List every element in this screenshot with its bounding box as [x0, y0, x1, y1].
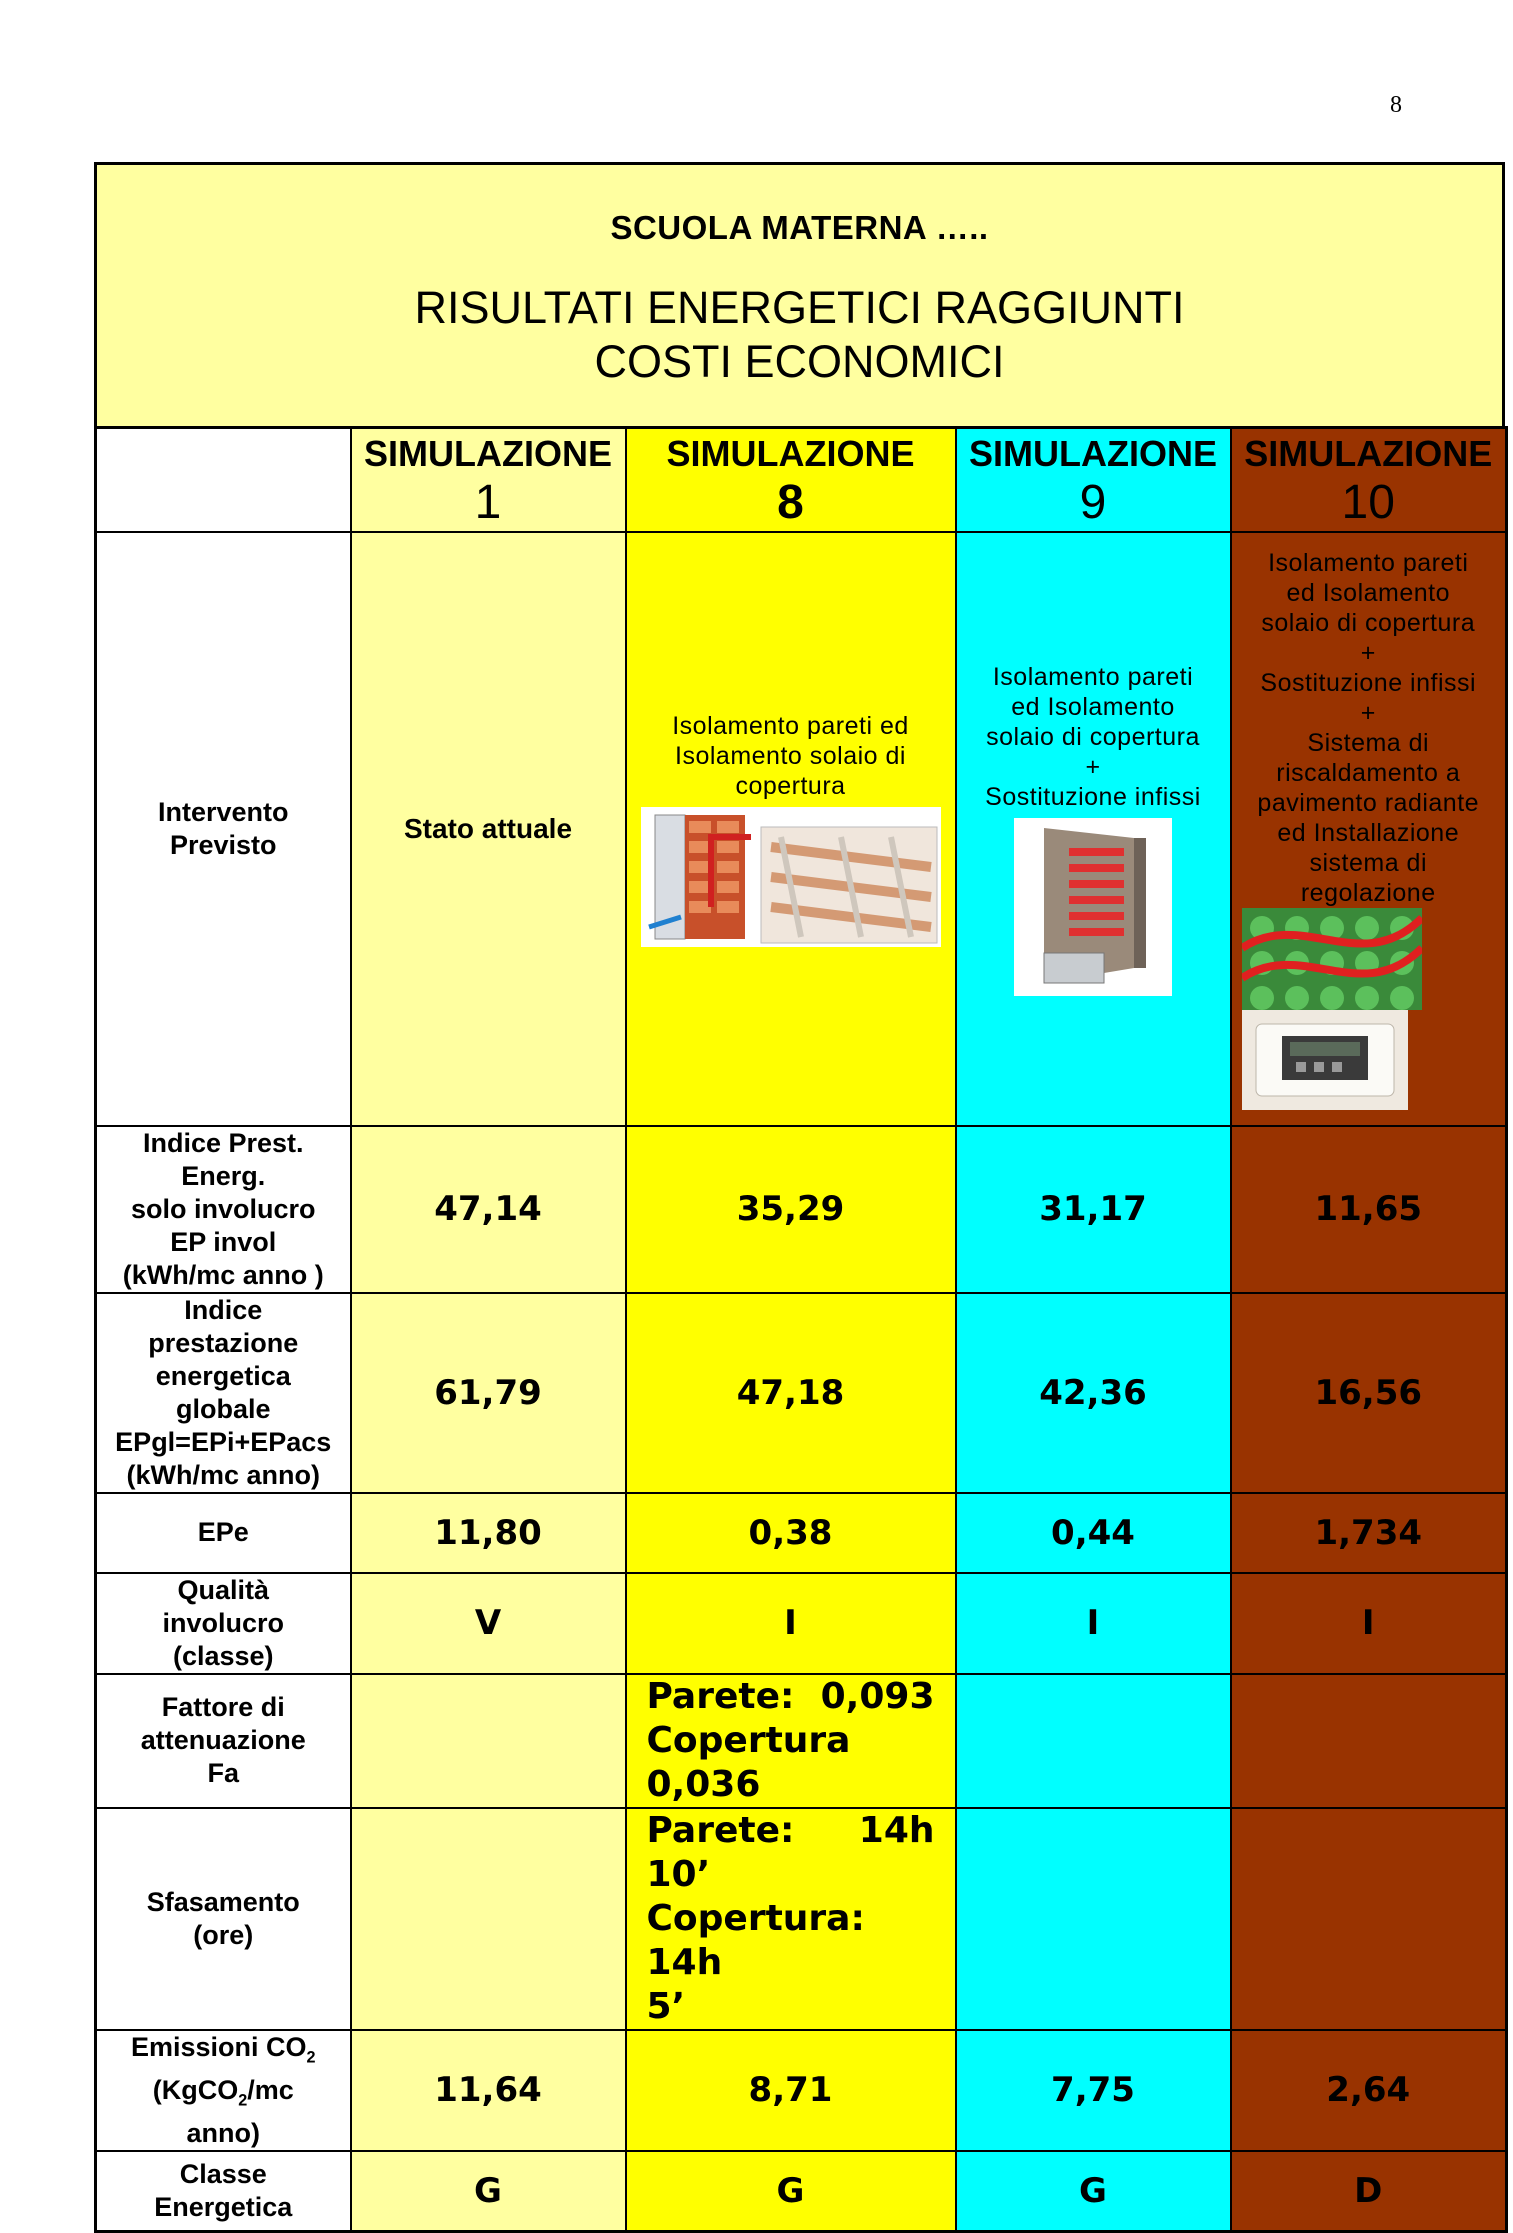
- qualita-sim8: I: [626, 1573, 956, 1674]
- epe-label: EPe: [96, 1493, 351, 1573]
- radiant-floor-image: [1242, 908, 1422, 1010]
- fattore-sim1: [351, 1674, 626, 1808]
- sim-header-1: SIMULAZIONE 1: [351, 428, 626, 532]
- qualita-sim10: I: [1231, 1573, 1507, 1674]
- emissioni-label: Emissioni $CO_2$ (KgCO$_2$/mc anno): [96, 2030, 351, 2152]
- fattore-sim10: [1231, 1674, 1507, 1808]
- emissioni-row: [96, 2030, 1507, 2152]
- fattore-row: [96, 1674, 1507, 1808]
- report-title: [97, 281, 1502, 389]
- thermostat-image: [1242, 1010, 1408, 1110]
- results-table: [94, 426, 1508, 2233]
- sim-header-9: SIMULAZIONE 9: [956, 428, 1231, 532]
- title-line-2: COSTI ECONOMICI: [594, 336, 1005, 387]
- classe-label: Classe Energetica: [96, 2151, 351, 2231]
- sfasamento-sim10: [1231, 1808, 1507, 2030]
- intervento-sim8-text: Isolamento pareti ed Isolamento solaio di copertura: [672, 711, 909, 800]
- report-header: [94, 162, 1505, 426]
- ep-invol-sim10: 11,65: [1231, 1126, 1507, 1293]
- fattore-sim9: [956, 1674, 1231, 1808]
- qualita-sim9: I: [956, 1573, 1231, 1674]
- fattore-sim8: Parete: 0,093 Copertura 0,036: [626, 1674, 956, 1808]
- ep-gl-row: [96, 1293, 1507, 1493]
- epe-sim8: 0,38: [626, 1493, 956, 1573]
- intervento-row: [96, 532, 1507, 1126]
- sfasamento-row: [96, 1808, 1507, 2030]
- ep-gl-sim10: 16,56: [1231, 1293, 1507, 1493]
- qualita-sim1: V: [351, 1573, 626, 1674]
- simulation-header-row: [96, 428, 1507, 532]
- sfasamento-label: Sfasamento (ore): [96, 1808, 351, 2030]
- intervento-sim9: [956, 532, 1231, 1126]
- ep-invol-sim9: 31,17: [956, 1126, 1231, 1293]
- epe-sim10: 1,734: [1231, 1493, 1507, 1573]
- qualita-row: [96, 1573, 1507, 1674]
- ep-gl-sim9: 42,36: [956, 1293, 1231, 1493]
- sim-header-10: SIMULAZIONE 10: [1231, 428, 1507, 532]
- ep-gl-sim8: 47,18: [626, 1293, 956, 1493]
- corner-cell: [96, 428, 351, 532]
- fattore-label: Fattore di attenuazione Fa: [96, 1674, 351, 1808]
- ep-invol-row: [96, 1126, 1507, 1293]
- intervento-sim9-text: Isolamento pareti ed Isolamento solaio di copertura + Sostituzione infissi: [985, 662, 1201, 811]
- wall-insulation-image: [641, 807, 941, 947]
- classe-sim8: G: [626, 2151, 956, 2231]
- sim-header-8: SIMULAZIONE 8: [626, 428, 956, 532]
- window-frame-image: [1014, 818, 1172, 996]
- epe-row: [96, 1493, 1507, 1573]
- classe-sim10: D: [1231, 2151, 1507, 2231]
- epe-sim9: 0,44: [956, 1493, 1231, 1573]
- classe-sim1: G: [351, 2151, 626, 2231]
- ep-gl-sim1: 61,79: [351, 1293, 626, 1493]
- title-line-1: RISULTATI ENERGETICI RAGGIUNTI: [414, 282, 1185, 333]
- intervento-label: Intervento Previsto: [96, 532, 351, 1126]
- ep-invol-sim1: 47,14: [351, 1126, 626, 1293]
- ep-invol-sim8: 35,29: [626, 1126, 956, 1293]
- sfasamento-sim9: [956, 1808, 1231, 2030]
- intervento-sim1: Stato attuale: [351, 532, 626, 1126]
- intervento-sim8: [626, 532, 956, 1126]
- school-name: SCUOLA MATERNA …..: [610, 209, 989, 246]
- classe-row: [96, 2151, 1507, 2231]
- qualita-label: Qualità involucro (classe): [96, 1573, 351, 1674]
- ep-gl-label: Indice prestazione energetica globale EPgl=EPi+EPacs (kWh/mc anno): [96, 1293, 351, 1493]
- intervento-sim10-text: Isolamento pareti ed Isolamento solaio di copertura + Sostituzione infissi + Sistema di riscaldamento a pavimento radiante ed Installazione sistema di regolazione: [1257, 548, 1480, 907]
- sfasamento-sim1: [351, 1808, 626, 2030]
- ep-invol-label: Indice Prest. Energ. solo involucro EP invol (kWh/mc anno ): [96, 1126, 351, 1293]
- sfasamento-sim8: Parete: 14h 10’ Copertura: 14h 5’: [626, 1808, 956, 2030]
- emissioni-sim8: 8,71: [626, 2030, 956, 2152]
- emissioni-sim10: 2,64: [1231, 2030, 1507, 2152]
- epe-sim1: 11,80: [351, 1493, 626, 1573]
- page-number: 8: [1390, 92, 1402, 118]
- intervento-sim10: [1231, 532, 1507, 1126]
- emissioni-sim9: 7,75: [956, 2030, 1231, 2152]
- emissioni-sim1: 11,64: [351, 2030, 626, 2152]
- classe-sim9: G: [956, 2151, 1231, 2231]
